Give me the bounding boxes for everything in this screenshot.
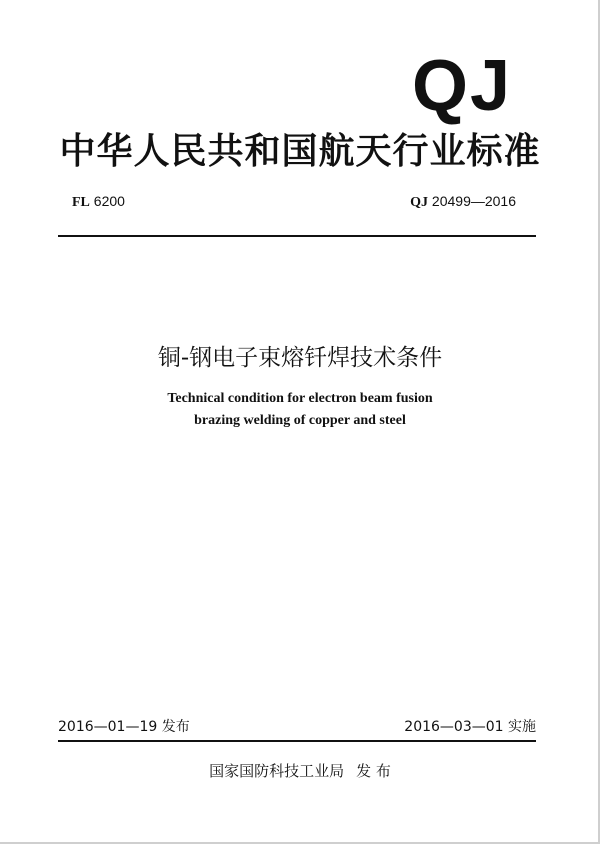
issue-date: 2016—01—19 发布: [58, 719, 190, 735]
standard-number-prefix: QJ: [410, 195, 429, 210]
standard-number: [410, 193, 516, 211]
classification-prefix: FL: [72, 195, 90, 210]
classification-number: 6200: [93, 193, 125, 209]
standard-number-value: 20499—2016: [431, 193, 516, 209]
standard-title: 中华人民共和国航天行业标准: [59, 131, 541, 172]
issuer-action: 发 布: [356, 762, 391, 780]
bottom-divider: [58, 740, 536, 742]
document-title-english-line-2: brazing welding of copper and steel: [194, 413, 406, 428]
issuer-name: 国家国防科技工业局: [209, 762, 345, 780]
qj-logo: QJ: [411, 46, 512, 126]
issuer-line: [0, 760, 600, 782]
document-title-english: [0, 388, 600, 432]
document-title-chinese: 铜-钢电子束熔钎焊技术条件: [157, 345, 443, 371]
document-title-english-line-1: Technical condition for electron beam fusion: [167, 391, 433, 406]
top-divider: [58, 235, 536, 237]
classification-code: [72, 193, 125, 211]
implementation-date: 2016—03—01 实施: [404, 719, 536, 735]
